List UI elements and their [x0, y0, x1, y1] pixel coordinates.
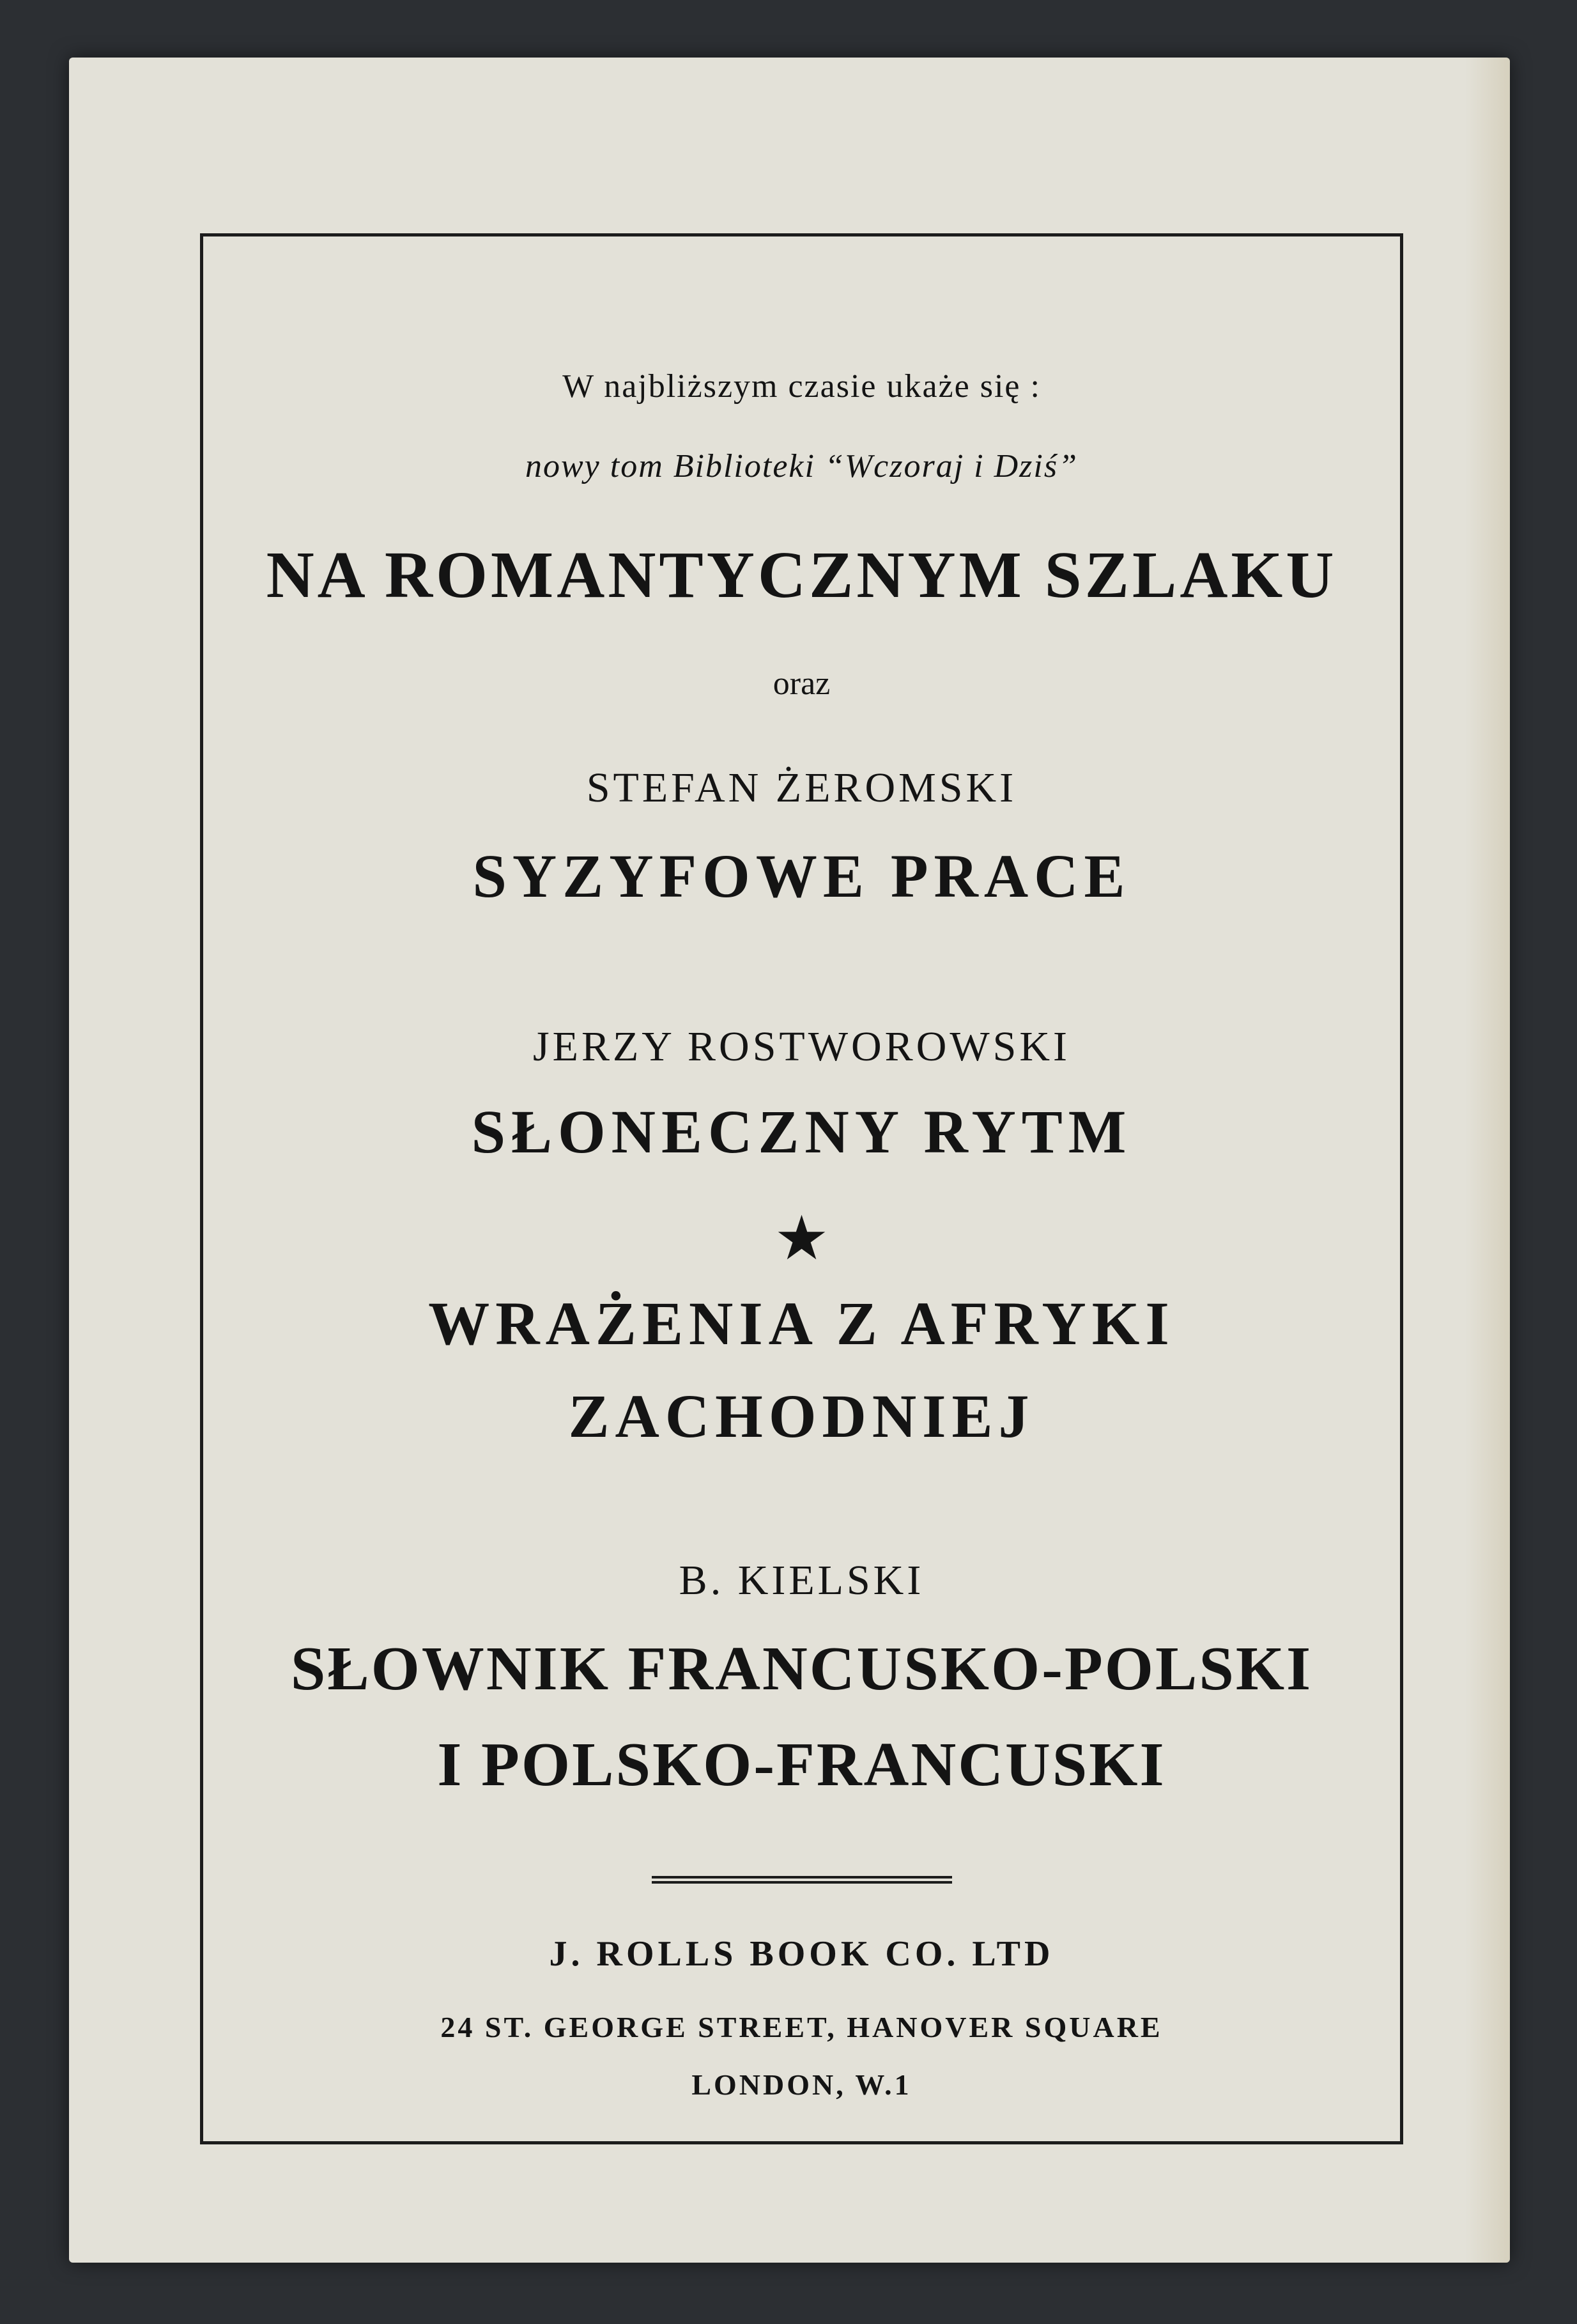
double-rule-divider: [652, 1876, 952, 1884]
book-title-sloneczny-rytm: SŁONECZNY RYTM: [471, 1097, 1132, 1166]
star-separator-icon: ★: [774, 1204, 829, 1273]
connector-text: oraz: [773, 665, 831, 702]
book-title-slownik-line-2: I POLSKO-FRANCUSKI: [437, 1730, 1166, 1799]
author-kielski: B. KIELSKI: [679, 1557, 925, 1604]
book-title-syzyfowe-prace: SYZYFOWE PRACE: [472, 842, 1131, 910]
series-name: nowy tom Biblioteki “Wczoraj i Dziś”: [525, 448, 1078, 484]
author-zeromski: STEFAN ŻEROMSKI: [586, 764, 1017, 811]
author-rostworowski: JERZY ROSTWOROWSKI: [532, 1023, 1071, 1070]
publisher-address: 24 ST. GEORGE STREET, HANOVER SQUARE: [440, 2011, 1163, 2043]
publisher-name: J. ROLLS BOOK CO. LTD: [549, 1934, 1054, 1974]
book-title-na-romantycznym-szlaku: NA ROMANTYCZNYM SZLAKU: [266, 538, 1337, 612]
book-title-slownik-line-1: SŁOWNIK FRANCUSKO-POLSKI: [290, 1634, 1313, 1703]
book-title-wrazenia-line-2: ZACHODNIEJ: [568, 1382, 1035, 1450]
announcement-intro: W najbliższym czasie ukaże się :: [562, 368, 1041, 405]
publisher-city: LONDON, W.1: [691, 2068, 912, 2101]
book-back-cover: [69, 58, 1510, 2263]
book-title-wrazenia-line-1: WRAŻENIA Z AFRYKI: [428, 1289, 1175, 1358]
printed-frame: [200, 233, 1403, 2144]
